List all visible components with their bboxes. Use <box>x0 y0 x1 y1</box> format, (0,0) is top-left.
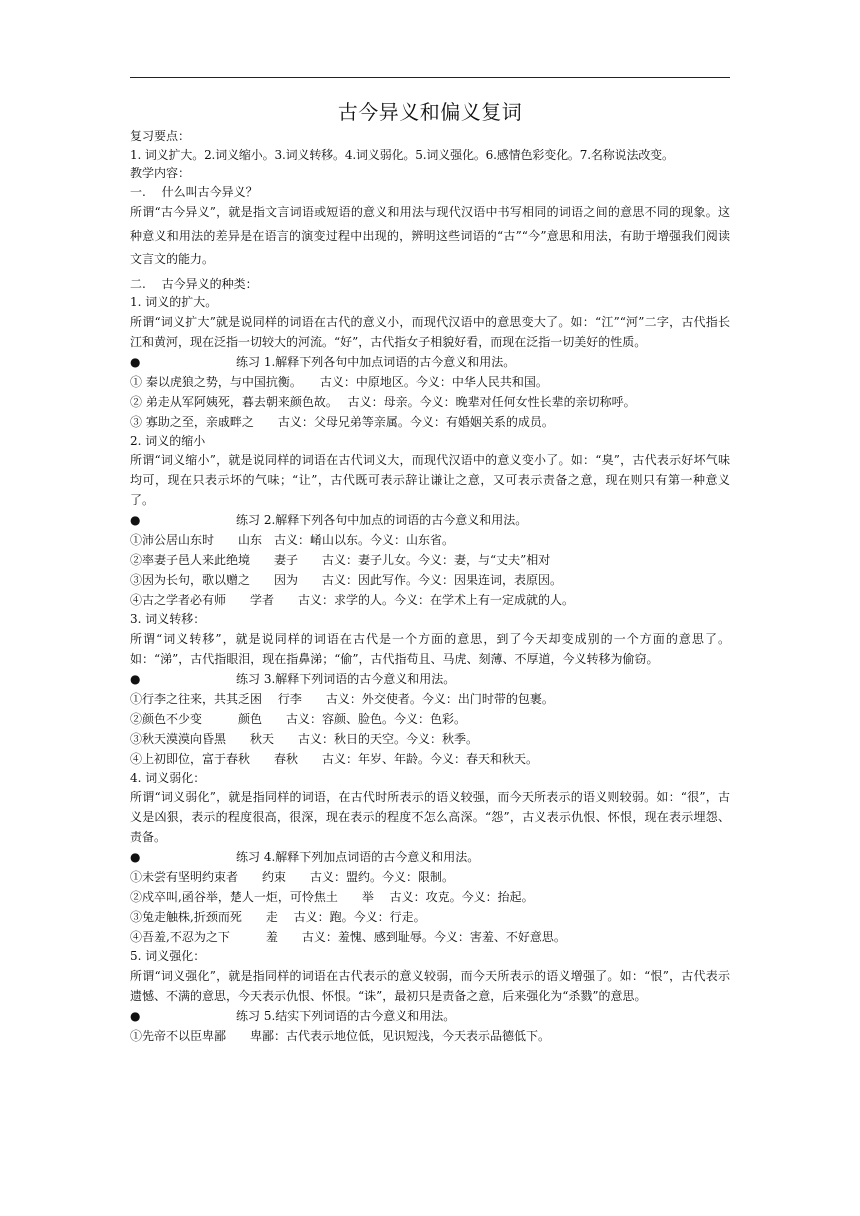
exercise2-row <box>130 510 730 530</box>
kind4-heading: 4. 词义弱化： <box>130 770 206 785</box>
section2-heading: 二. 古今异义的种类： <box>130 276 258 291</box>
exercise5-title: 练习 5.结实下列词语的古今意义和用法。 <box>236 1008 456 1023</box>
exercise3-item: ③秋天漠漠向昏黑 秋天 古义：秋日的天空。今义：秋季。 <box>130 731 479 746</box>
exercise4-item: ④吾羞,不忍为之下 羞 古义：羞愧、感到耻辱。今义：害羞、不好意思。 <box>130 930 566 944</box>
bullet-icon: ● <box>130 850 141 864</box>
header-rule <box>130 77 730 78</box>
exercise4-item: ②戍卒叫,函谷举，楚人一炬，可怜焦土 举 古义：攻克。今义：抬起。 <box>130 890 534 904</box>
exercise2-item: ③因为长句，歌以赠之 因为 古义：因此写作。今义：因果连词，表原因。 <box>130 573 563 587</box>
kind5-heading: 5. 词义强化： <box>130 949 206 963</box>
bullet-icon: ● <box>130 354 141 369</box>
section1-heading: 一. 什么叫古今异义？ <box>130 184 258 199</box>
content-heading: 教学内容： <box>130 166 191 180</box>
kind3-paragraph: 所谓“词义转移”，就是说同样的词语在古代是一个方面的意思，到了今天却变成别的一个方面的意思了。如：“涕”，古代指眼泪，现在指鼻涕；“偷”，古代指苟且、马虎、刻薄、不厚道，今义转移为偷窃。 <box>130 631 730 666</box>
exercise3-item: ④上初即位，富于春秋 春秋 古义：年岁、年龄。今义：春天和秋天。 <box>130 751 539 766</box>
exercise4-row <box>130 847 730 867</box>
exercise5-row <box>130 1006 730 1026</box>
exercise1-item: ② 弟走从军阿姨死，暮去朝来颜色故。 古义：母亲。今义：晚辈对任何女性长辈的亲切称呼。 <box>130 394 636 409</box>
bullet-icon: ● <box>130 671 141 686</box>
kind2-heading: 2. 词义的缩小 <box>130 433 206 448</box>
review-points-heading: 复习要点： <box>130 129 191 143</box>
kind2-paragraph: 所谓“词义缩小”，就是说同样的词语在古代词义大，而现代汉语中的意义变小了。如：“臭”，古代表示好坏气味均可，现在只表示坏的气味；“让”，古代既可表示辞让谦让之意，又可表示责备之意，现在则只有第一种意义了。 <box>130 453 730 507</box>
exercise3-item: ①行李之往来，共其乏困 行李 古义：外交使者。今义：出门时带的包裹。 <box>130 691 554 706</box>
exercise1-item: ③ 寡助之至，亲戚畔之 古义：父母兄弟等亲属。今义：有婚姻关系的成员。 <box>130 414 554 429</box>
kind1-paragraph: 所谓“词义扩大”就是说同样的词语在古代的意义小，而现代汉语中的意思变大了。如：“江”“河”二字，古代指长江和黄河，现在泛指一切较大的河流。“好”，古代指女子相貌好看，而现在泛指一切美好的性质。 <box>130 314 730 349</box>
exercise3-title: 练习 3.解释下列词语的古今意义和用法。 <box>236 671 456 686</box>
exercise2-item: ①沛公居山东时 山东 古义：崤山以东。今义：山东省。 <box>130 533 455 547</box>
kind4-paragraph: 所谓“词义弱化”，就是指同样的词语，在古代时所表示的语义较强，而今天所表示的语义则较弱。如：“很”，古义是凶狠，表示的程度很高，很深，现在表示的程度不怎么高深。“怨”，古义表示仇恨、怀恨，现在表示埋怨、责备。 <box>130 790 730 844</box>
bullet-icon: ● <box>130 1008 141 1023</box>
exercise2-item: ②率妻子邑人来此绝境 妻子 古义：妻子儿女。今义：妻，与“丈夫”相对 <box>130 553 551 567</box>
exercise2-item: ④古之学者必有师 学者 古义：求学的人。今义：在学术上有一定成就的人。 <box>130 593 575 607</box>
bullet-icon: ● <box>130 513 141 527</box>
exercise3-item: ②颜色不少变 颜色 古义：容颜、脸色。今义：色彩。 <box>130 711 467 726</box>
exercise3-row <box>130 669 730 689</box>
review-points-list: 1. 词义扩大。2.词义缩小。3.词义转移。4.词义弱化。5.词义强化。6.感情色彩变化。7.名称说法改变。 <box>130 147 674 162</box>
document-body <box>130 127 730 1046</box>
exercise5-item: ①先帝不以臣卑鄙 卑鄙：古代表示地位低，见识短浅，今天表示品德低下。 <box>130 1028 551 1043</box>
kind1-heading: 1. 词义的扩大。 <box>130 295 218 309</box>
section1-paragraph: 所谓“古今异义”，就是指文言词语或短语的意义和用法与现代汉语中书写相同的词语之间的意思不同的现象。这种意义和用法的差异是在语言的演变过程中出现的，辨明这些词语的“古”“今”意思和用法，有助于增强我们阅读文言文的能力。 <box>130 205 730 266</box>
exercise1-item: ① 秦以虎狼之势，与中国抗衡。 古义：中原地区。今义：中华人民共和国。 <box>130 374 548 389</box>
exercise4-item: ①未尝有坚明约束者 约束 古义：盟约。今义：限制。 <box>130 870 455 884</box>
exercise1-title: 练习 1.解释下列各句中加点词语的古今意义和用法。 <box>236 354 516 369</box>
exercise1-row <box>130 352 730 372</box>
exercise4-title: 练习 4.解释下列加点词语的古今意义和用法。 <box>236 850 480 864</box>
exercise4-item: ③兔走触株,折颈而死 走 古义：跑。今义：行走。 <box>130 910 426 924</box>
kind3-heading: 3. 词义转移： <box>130 612 206 626</box>
exercise2-title: 练习 2.解释下列各句中加点的词语的古今意义和用法。 <box>236 513 528 527</box>
kind5-paragraph: 所谓“词义强化”，就是指同样的词语在古代表示的意义较弱，而今天所表示的语义增强了。如：“恨”，古代表示遗憾、不满的意思，今天表示仇恨、怀恨。“诛”，最初只是责备之意，后来强化为“杀戮”的意思。 <box>130 968 730 1003</box>
page-title: 古今异义和偏义复词 <box>337 100 523 124</box>
